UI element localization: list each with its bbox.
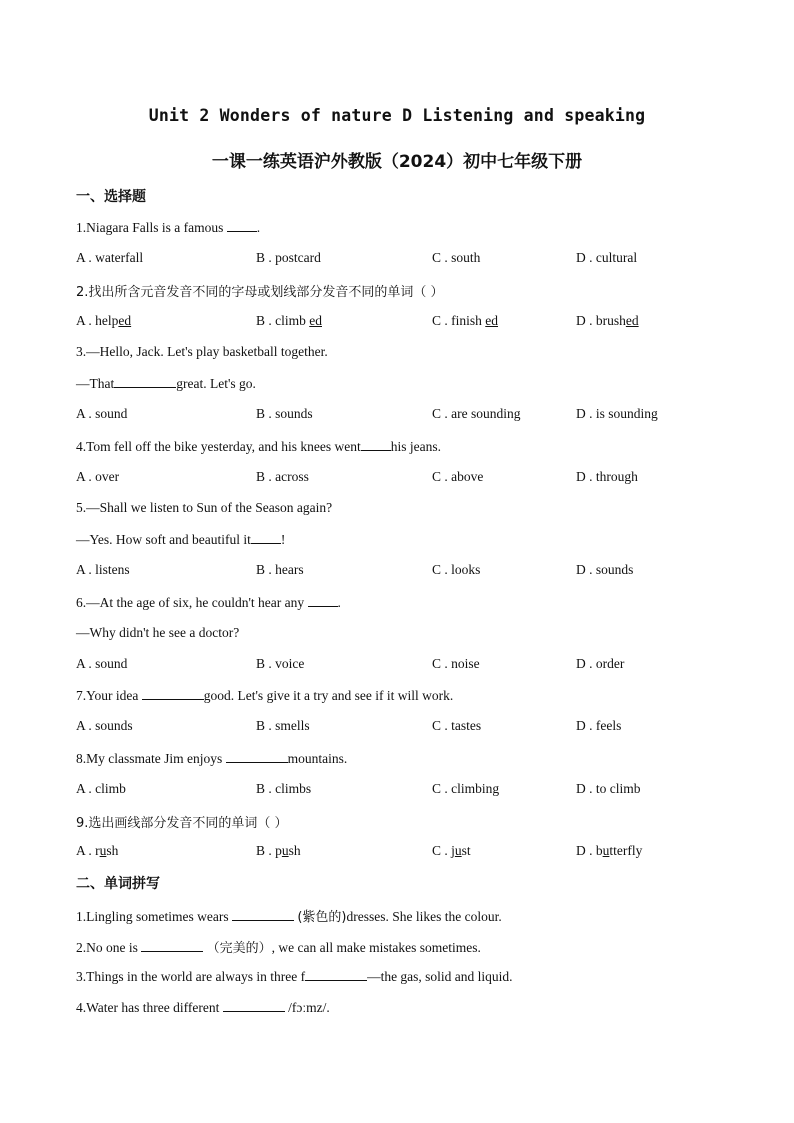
option-a[interactable]: A . sounds bbox=[76, 718, 133, 733]
option-b[interactable]: B . postcard bbox=[256, 250, 321, 265]
option-b[interactable]: B . sounds bbox=[256, 406, 313, 421]
question-3-line-1: 3.—Hello, Jack. Let's play basketball together. bbox=[76, 344, 328, 359]
answer-blank bbox=[308, 594, 338, 607]
spelling-question-3 bbox=[76, 968, 513, 985]
question-1-end: . bbox=[256, 220, 261, 235]
question-5-line-2 bbox=[76, 531, 285, 548]
option-a-underlined: ed bbox=[118, 313, 132, 328]
spelling-1-hint: (紫色的) bbox=[297, 910, 347, 925]
question-7-stem bbox=[76, 687, 453, 704]
option-d-underlined: u bbox=[602, 843, 610, 858]
option-d[interactable] bbox=[576, 843, 642, 859]
option-c-underlined: u bbox=[454, 843, 462, 858]
spelling-question-4 bbox=[76, 999, 330, 1016]
question-3-options bbox=[76, 406, 716, 424]
option-d[interactable]: D . cultural bbox=[576, 250, 638, 265]
question-4-text: 4.Tom fell off the bike yesterday, and his knees went bbox=[76, 439, 361, 454]
option-a[interactable]: A . listens bbox=[76, 562, 130, 577]
spelling-2-end: , we can all make mistakes sometimes. bbox=[271, 940, 481, 955]
document-title-chinese: 一课一练英语沪外教版（2024）初中七年级下册 bbox=[211, 152, 583, 172]
option-d[interactable]: D . order bbox=[576, 656, 625, 671]
answer-blank bbox=[142, 687, 204, 700]
option-d-text: D . b bbox=[576, 843, 603, 858]
spelling-4-phonetic: /fɔːmz/. bbox=[288, 1000, 330, 1015]
option-d[interactable]: D . sounds bbox=[576, 562, 634, 577]
section-heading-multiple-choice: 一、选择题 bbox=[76, 189, 146, 205]
question-5-line-1: 5.—Shall we listen to Sun of the Season again? bbox=[76, 500, 333, 515]
spelling-1-text: 1.Lingling sometimes wears bbox=[76, 909, 229, 924]
question-5-options bbox=[76, 562, 716, 580]
answer-blank bbox=[232, 908, 294, 921]
option-d-suffix: tterfly bbox=[609, 843, 643, 858]
question-4-end: his jeans. bbox=[390, 439, 441, 454]
question-8-end: mountains. bbox=[287, 751, 348, 766]
option-c-suffix: st bbox=[461, 843, 471, 858]
document-title-english: Unit 2 Wonders of nature D Listening and speaking bbox=[148, 106, 646, 125]
question-9-stem: 9.选出画线部分发音不同的单词（ ） bbox=[76, 816, 288, 831]
option-d[interactable]: D . feels bbox=[576, 718, 622, 733]
question-8-stem bbox=[76, 750, 347, 767]
answer-blank bbox=[114, 375, 176, 388]
spelling-question-2 bbox=[76, 937, 481, 956]
option-a-text: A . r bbox=[76, 843, 100, 858]
option-b-suffix: sh bbox=[288, 843, 301, 858]
option-a-text: A . help bbox=[76, 313, 119, 328]
question-3-line-2 bbox=[76, 375, 256, 392]
option-c[interactable] bbox=[432, 313, 498, 329]
option-c-text: C . j bbox=[432, 843, 455, 858]
spelling-3-text: 3.Things in the world are always in three f bbox=[76, 969, 306, 984]
option-b-text: B . p bbox=[256, 843, 282, 858]
option-d[interactable] bbox=[576, 313, 639, 329]
option-d[interactable]: D . to climb bbox=[576, 781, 641, 796]
option-a[interactable]: A . sound bbox=[76, 656, 128, 671]
question-2-options bbox=[76, 313, 716, 331]
question-5-line-2-start: —Yes. How soft and beautiful it bbox=[76, 532, 251, 547]
option-b[interactable]: B . climbs bbox=[256, 781, 312, 796]
spelling-3-end: —the gas, solid and liquid. bbox=[367, 969, 513, 984]
option-c-text: C . finish bbox=[432, 313, 486, 328]
question-6-line-1-end: . bbox=[337, 595, 341, 610]
question-3-line-2-start: —That bbox=[76, 376, 115, 391]
option-b[interactable] bbox=[256, 843, 301, 859]
option-c[interactable] bbox=[432, 843, 471, 859]
question-3-line-2-end: great. Let's go. bbox=[176, 376, 256, 391]
answer-blank bbox=[361, 438, 391, 451]
option-b[interactable] bbox=[256, 313, 322, 329]
option-d-text: D . brush bbox=[576, 313, 626, 328]
question-9-options bbox=[76, 843, 716, 861]
spelling-question-1 bbox=[76, 906, 502, 925]
answer-blank bbox=[227, 219, 257, 232]
option-b-text: B . climb bbox=[256, 313, 310, 328]
option-c[interactable]: C . are sounding bbox=[432, 406, 521, 421]
option-b[interactable]: B . smells bbox=[256, 718, 310, 733]
answer-blank bbox=[305, 968, 367, 981]
option-d[interactable]: D . is sounding bbox=[576, 406, 658, 421]
option-b-underlined: u bbox=[281, 843, 289, 858]
option-c-underlined: ed bbox=[485, 313, 499, 328]
spelling-2-hint: （完美的） bbox=[206, 941, 272, 956]
option-d[interactable]: D . through bbox=[576, 469, 638, 484]
option-d-underlined: ed bbox=[625, 313, 639, 328]
question-6-options bbox=[76, 656, 716, 674]
answer-blank bbox=[223, 999, 285, 1012]
option-a[interactable]: A . waterfall bbox=[76, 250, 144, 265]
question-1-text: 1.Niagara Falls is a famous bbox=[76, 220, 224, 235]
option-a[interactable] bbox=[76, 843, 118, 859]
option-b[interactable]: B . hears bbox=[256, 562, 304, 577]
answer-blank bbox=[251, 531, 281, 544]
option-a[interactable]: A . over bbox=[76, 469, 120, 484]
question-8-text: 8.My classmate Jim enjoys bbox=[76, 751, 223, 766]
option-c[interactable]: C . above bbox=[432, 469, 484, 484]
question-4-stem bbox=[76, 438, 441, 455]
option-c[interactable]: C . looks bbox=[432, 562, 481, 577]
option-c[interactable]: C . climbing bbox=[432, 781, 500, 796]
option-b[interactable]: B . across bbox=[256, 469, 309, 484]
question-4-options bbox=[76, 469, 716, 487]
spelling-2-text: 2.No one is bbox=[76, 940, 138, 955]
option-a-underlined: u bbox=[99, 843, 107, 858]
question-6-line-1-start: 6.—At the age of six, he couldn't hear any bbox=[76, 595, 305, 610]
question-6-line-1 bbox=[76, 594, 341, 611]
question-6-line-2: —Why didn't he see a doctor? bbox=[76, 625, 240, 640]
question-8-options bbox=[76, 781, 716, 799]
question-1-options bbox=[76, 250, 716, 268]
option-a[interactable]: A . sound bbox=[76, 406, 128, 421]
option-b-underlined: ed bbox=[309, 313, 322, 328]
answer-blank bbox=[141, 939, 203, 952]
section-heading-spelling: 二、单词拼写 bbox=[76, 876, 160, 892]
question-7-text: 7.Your idea bbox=[76, 688, 139, 703]
spelling-4-text: 4.Water has three different bbox=[76, 1000, 220, 1015]
option-c[interactable]: C . tastes bbox=[432, 718, 482, 733]
question-1-stem bbox=[76, 219, 260, 236]
answer-blank bbox=[226, 750, 288, 763]
question-2-stem: 2.找出所含元音发音不同的字母或划线部分发音不同的单词（ ） bbox=[76, 285, 444, 300]
option-c[interactable]: C . south bbox=[432, 250, 481, 265]
question-7-end: good. Let's give it a try and see if it will work. bbox=[203, 688, 454, 703]
option-a[interactable]: A . climb bbox=[76, 781, 126, 796]
spelling-1-end: dresses. She likes the colour. bbox=[346, 909, 502, 924]
option-b[interactable]: B . voice bbox=[256, 656, 305, 671]
option-a-suffix: sh bbox=[106, 843, 119, 858]
option-c[interactable]: C . noise bbox=[432, 656, 480, 671]
question-7-options bbox=[76, 718, 716, 736]
question-5-line-2-end: ! bbox=[280, 532, 286, 547]
option-a[interactable] bbox=[76, 313, 131, 329]
